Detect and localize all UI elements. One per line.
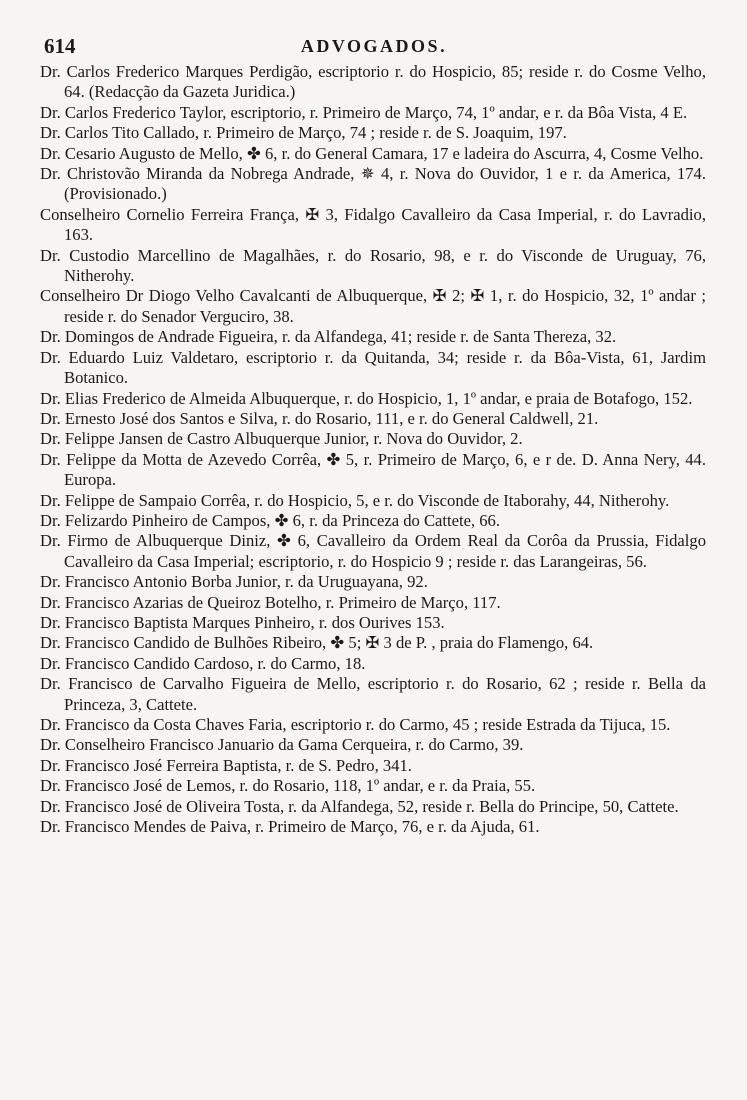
lawyer-entry: Dr. Carlos Frederico Taylor, escriptorio, r. Primeiro de Março, 74, 1º andar, e r. da Bôa Vista, 4 E. <box>40 102 688 122</box>
lawyer-entry: Dr. Francisco Candido Cardoso, r. do Carmo, 18. <box>40 653 366 673</box>
lawyer-entry: Dr. Carlos Frederico Marques Perdigão, escriptorio r. do Hospicio, 85; reside r. do Cosme Velho, 64. (Redacção da Gazeta Juridica.) <box>40 62 706 102</box>
lawyer-entry: Dr. Felippe da Motta de Azevedo Corrêa, ✤ 5, r. Primeiro de Março, 6, e r de. D. Anna Nery, 44. Europa. <box>40 449 706 490</box>
lawyer-entry: Dr. Felippe Jansen de Castro Albuquerque Junior, r. Nova do Ouvidor, 2. <box>40 429 523 449</box>
lawyer-entry: Dr. Felippe de Sampaio Corrêa, r. do Hospicio, 5, e r. do Visconde de Itaborahy, 44, Nitherohy. <box>40 490 670 510</box>
lawyer-entry: Conselheiro Cornelio Ferreira França, ✠ 3, Fidalgo Cavalleiro da Casa Imperial, r. do Lavradio, 163. <box>40 204 706 245</box>
lawyer-entry: Dr. Francisco José de Oliveira Tosta, r. da Alfandega, 52, reside r. Bella do Principe, 50, Cattete. <box>40 796 679 816</box>
lawyer-entry: Dr. Custodio Marcellino de Magalhães, r. do Rosario, 98, e r. do Visconde de Uruguay, 76, Nitherohy. <box>40 245 706 286</box>
lawyer-entry: Dr. Cesario Augusto de Mello, ✤ 6, r. do General Camara, 17 e ladeira do Ascurra, 4, Cosme Velho. <box>40 143 704 163</box>
lawyer-entry: Dr. Francisco de Carvalho Figueira de Mello, escriptorio r. do Rosario, 62 ; reside r. Bella da Princeza, 3, Cattete. <box>40 674 706 714</box>
lawyer-entry: Dr. Carlos Tito Callado, r. Primeiro de Março, 74 ; reside r. de S. Joaquim, 197. <box>40 123 567 143</box>
lawyer-entry: Conselheiro Dr Diogo Velho Cavalcanti de Albuquerque, ✠ 2; ✠ 1, r. do Hospicio, 32, 1º andar ; reside r. do Senador Verguciro, 38. <box>40 286 706 326</box>
lawyer-entry: Dr. Christovão Miranda da Nobrega Andrade, ✵ 4, r. Nova do Ouvidor, 1 e r. da America, 174. (Provisionado.) <box>40 164 706 204</box>
lawyer-entries <box>40 62 706 837</box>
lawyer-entry: Dr. Francisco José Ferreira Baptista, r. de S. Pedro, 341. <box>40 755 412 775</box>
lawyer-entry: Dr. Firmo de Albuquerque Diniz, ✤ 6, Cavalleiro da Ordem Real da Corôa da Prussia, Fidalgo Cavalleiro da Casa Imperial; escriptorio, r. do Hospicio 9 ; reside r. das Larangeiras, 56. <box>40 531 706 571</box>
lawyer-entry: Dr. Domingos de Andrade Figueira, r. da Alfandega, 41; reside r. de Santa Thereza, 32. <box>40 327 617 347</box>
lawyer-entry: Dr. Francisco Azarias de Queiroz Botelho, r. Primeiro de Março, 117. <box>40 592 501 612</box>
lawyer-entry: Dr. Francisco Candido de Bulhões Ribeiro, ✤ 5; ✠ 3 de P. , praia do Flamengo, 64. <box>40 633 594 653</box>
lawyer-entry: Dr. Francisco Baptista Marques Pinheiro, r. dos Ourives 153. <box>40 612 445 632</box>
lawyer-entry: Dr. Elias Frederico de Almeida Albuquerque, r. do Hospicio, 1, 1º andar, e praia de Botafogo, 152. <box>40 388 693 408</box>
lawyer-entry: Dr. Conselheiro Francisco Januario da Gama Cerqueira, r. do Carmo, 39. <box>40 735 524 755</box>
section-title: ADVOGADOS. <box>300 36 448 56</box>
lawyer-entry: Dr. Eduardo Luiz Valdetaro, escriptorio r. da Quitanda, 34; reside r. da Bôa-Vista, 61, Jardim Botanico. <box>40 347 706 388</box>
lawyer-entry: Dr. Ernesto José dos Santos e Silva, r. do Rosario, 111, e r. do General Caldwell, 21. <box>40 408 599 428</box>
lawyer-entry: Dr. Francisco Antonio Borba Junior, r. da Uruguayana, 92. <box>40 572 428 592</box>
lawyer-entry: Dr. Felizardo Pinheiro de Campos, ✤ 6, r. da Princeza do Cattete, 66. <box>40 510 500 530</box>
lawyer-entry: Dr. Francisco José de Lemos, r. do Rosario, 118, 1º andar, e r. da Praia, 55. <box>40 776 536 796</box>
page-number: 614 <box>44 34 76 58</box>
lawyer-entry: Dr. Francisco da Costa Chaves Faria, escriptorio r. do Carmo, 45 ; reside Estrada da Tijuca, 15. <box>40 715 671 734</box>
lawyer-entry: Dr. Francisco Mendes de Paiva, r. Primeiro de Março, 76, e r. da Ajuda, 61. <box>40 817 540 837</box>
page-header <box>44 26 704 66</box>
